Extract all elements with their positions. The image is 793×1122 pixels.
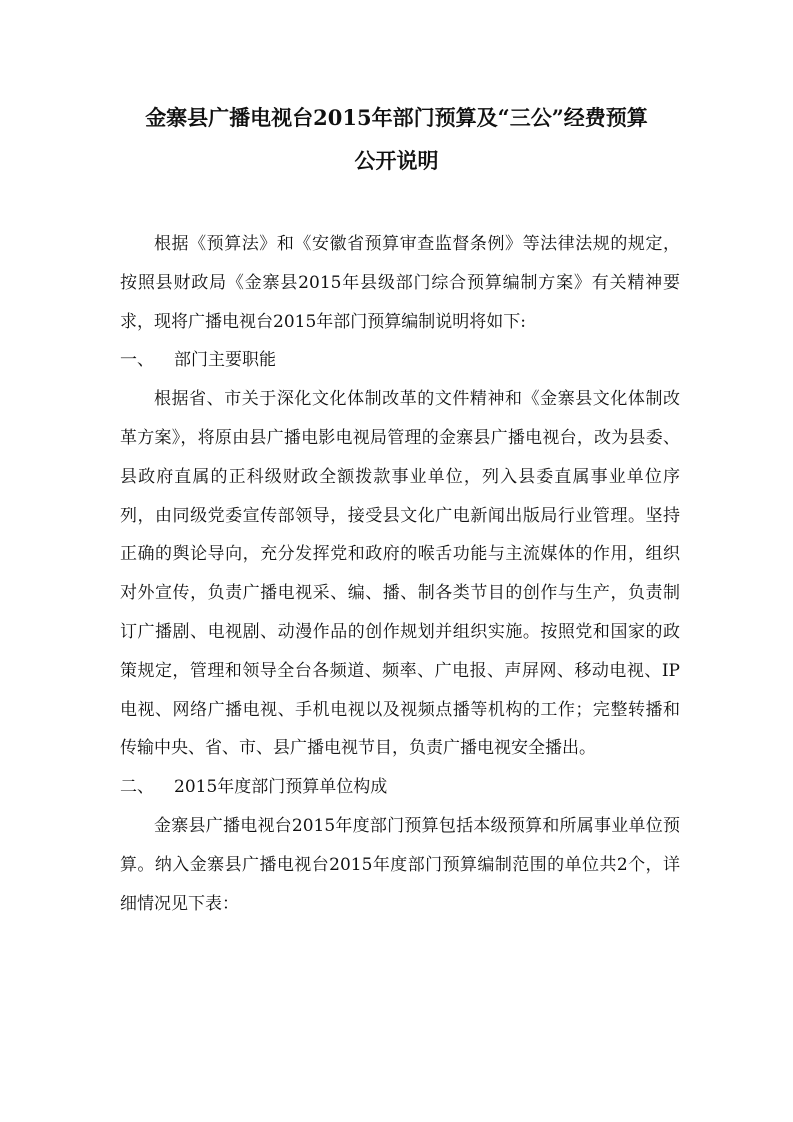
section-number-1: 一、 [120, 350, 154, 371]
page-title: 金寨县广播电视台2015年部门预算及“三公”经费预算 [145, 105, 648, 130]
page-title-continued: 公开说明 [354, 148, 439, 173]
section-heading-1 [120, 341, 680, 380]
document-body [120, 225, 680, 923]
section1-paragraph: 根据省、市关于深化文化体制改革的文件精神和《金寨县文化体制改革方案》，将原由县广播电影电视局管理的金寨县广播电视台，改为县委、县政府直属的正科级财政全额拨款事业单位，列入县委直属事业单位序列，由同级党委宣传部领导，接受县文化广电新闻出版局行业管理。坚持正确的舆论导向，充分发挥党和政府的喉舌功能与主流媒体的作用，组织对外宣传，负责广播电视采、编、播、制各类节目的创作与生产，负责制订广播剧、电视剧、动漫作品的创作规划并组织实施。按照党和国家的政策规定，管理和领导全台各频道、频率、广电报、声屏网、移动电视、IP电视、网络广播电视、手机电视以及视频点播等机构的工作；完整转播和传输中央、省、市、县广播电视节目，负责广播电视安全播出。 [120, 389, 680, 759]
section-number-2: 二、 [120, 777, 154, 798]
section-heading-2 [120, 768, 680, 807]
section-title-2: 2015年度部门预算单位构成 [174, 777, 388, 798]
section-title-1: 部门主要职能 [174, 350, 276, 371]
section2-paragraph: 金寨县广播电视台2015年度部门预算包括本级预算和所属事业单位预算。纳入金寨县广播电视台2015年度部门预算编制范围的单位共2个，详细情况见下表： [120, 815, 680, 914]
intro-paragraph: 根据《预算法》和《安徽省预算审查监督条例》等法律法规的规定，按照县财政局《金寨县2015年县级部门综合预算编制方案》有关精神要求，现将广播电视台2015年部门预算编制说明将如下: [120, 234, 680, 332]
